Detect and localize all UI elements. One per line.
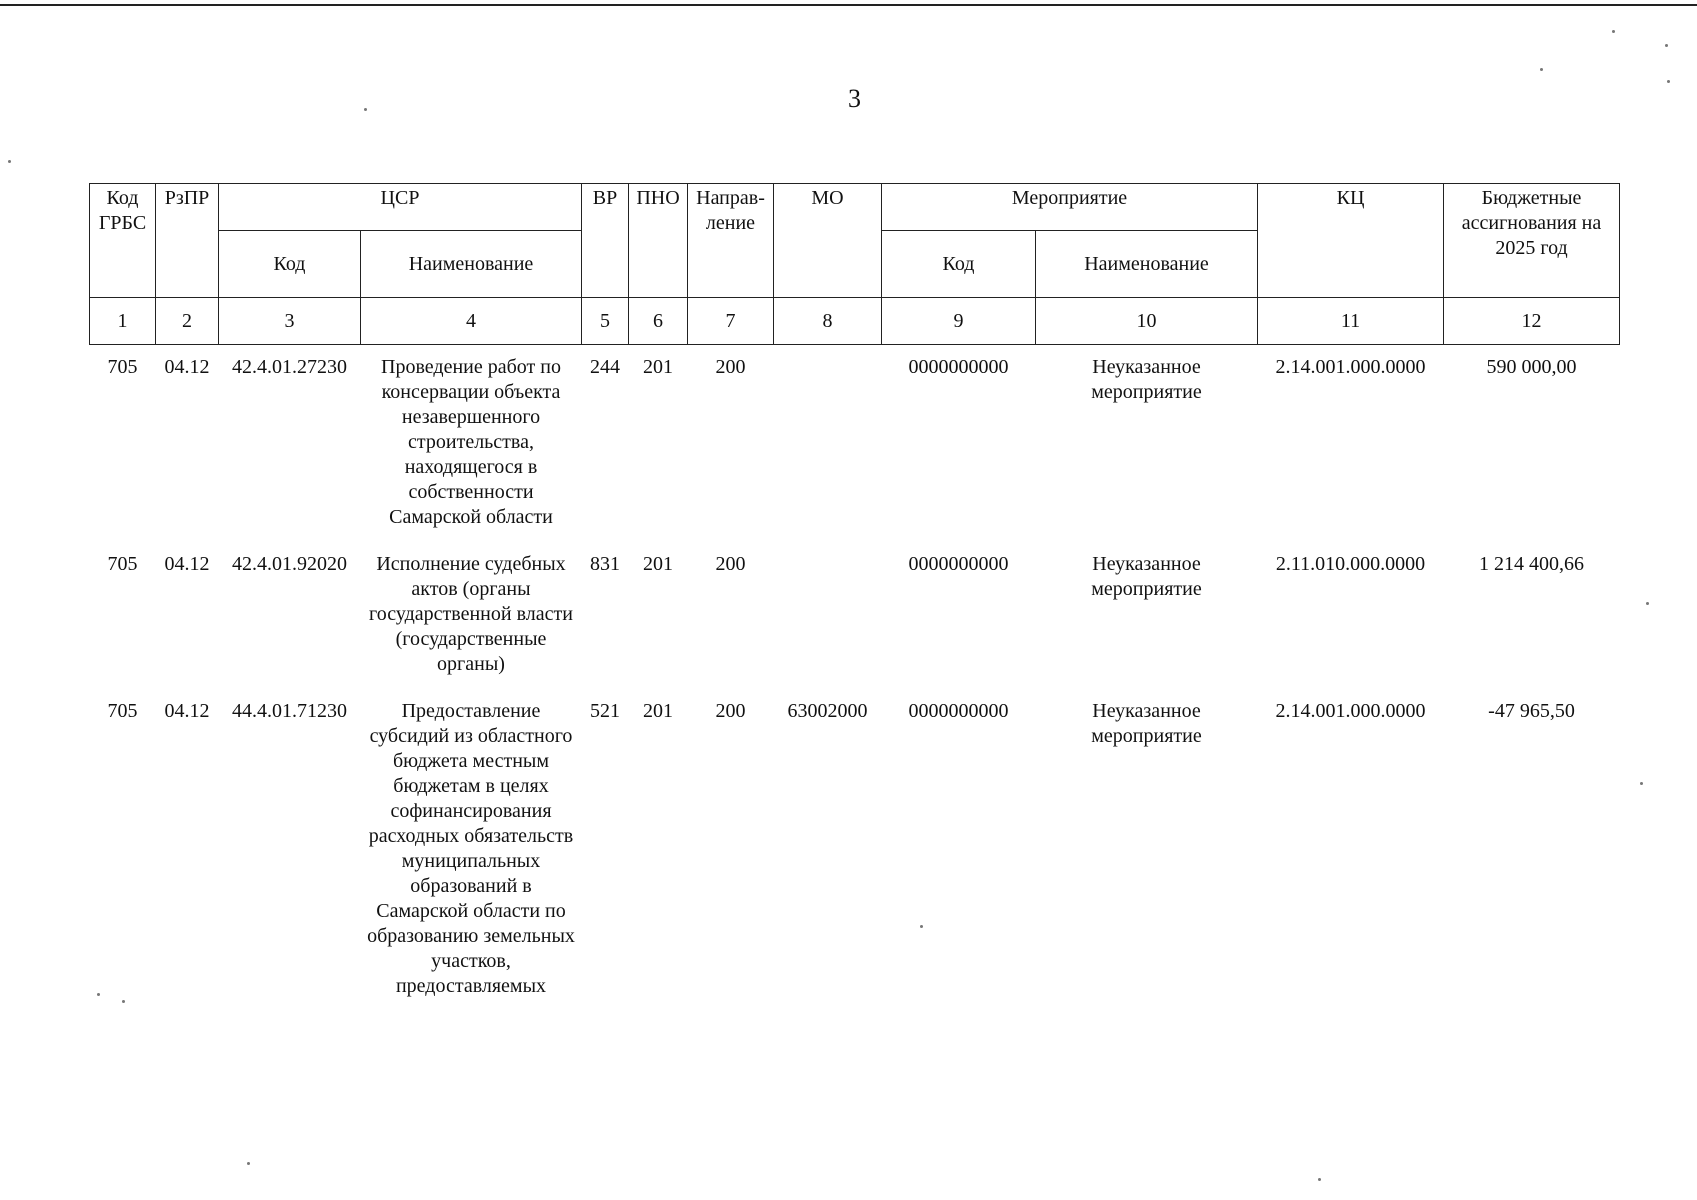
cell-csr-name: Проведение работ по консервации объекта незавершенного строительства, находящегося в собственности Самарской области [381, 356, 561, 528]
cell-mo: 63002000 [787, 700, 868, 722]
column-number: 2 [156, 298, 219, 345]
column-number: 9 [882, 298, 1036, 345]
scan-speck [247, 1162, 250, 1165]
cell-mer-code: 0000000000 [908, 553, 1009, 575]
header-mer-kod: Код [882, 231, 1036, 298]
cell-napravlenie: 200 [715, 700, 746, 722]
cell-csr-code: 42.4.01.27230 [232, 356, 347, 378]
scan-speck [1646, 602, 1649, 605]
cell-grbs: 705 [107, 553, 138, 575]
header-csr: ЦСР [219, 184, 582, 231]
header-mo: МО [774, 184, 882, 298]
cell-mer-name: Неуказанное мероприятие [1091, 356, 1202, 403]
cell-rzpr: 04.12 [164, 356, 210, 378]
header-csr-name: Наименование [361, 231, 582, 298]
scan-speck [97, 993, 100, 996]
header-budget: Бюджетные ассигнования на 2025 год [1444, 184, 1620, 298]
column-number: 7 [688, 298, 774, 345]
cell-pno: 201 [643, 356, 673, 378]
column-number: 11 [1258, 298, 1444, 345]
scan-speck [1665, 44, 1668, 47]
scan-speck [1612, 30, 1615, 33]
scan-speck [8, 160, 11, 163]
column-number: 4 [361, 298, 582, 345]
cell-mer-code: 0000000000 [908, 700, 1009, 722]
column-number: 10 [1036, 298, 1258, 345]
header-csr-kod: Код [219, 231, 361, 298]
column-number: 3 [219, 298, 361, 345]
cell-mer-name: Неуказанное мероприятие [1091, 700, 1202, 747]
scan-speck [1667, 80, 1670, 83]
header-pno: ПНО [629, 184, 688, 298]
header-mer-name: Наименование [1036, 231, 1258, 298]
cell-csr-name: Исполнение судебных актов (органы государственной власти (государственные органы) [369, 553, 573, 675]
cell-csr-code: 44.4.01.71230 [232, 700, 347, 722]
header-vr: ВР [582, 184, 629, 298]
column-number: 1 [90, 298, 156, 345]
cell-rzpr: 04.12 [164, 553, 210, 575]
cell-kc: 2.14.001.000.0000 [1275, 356, 1426, 378]
cell-pno: 201 [643, 553, 673, 575]
column-number: 6 [629, 298, 688, 345]
cell-csr-name: Предоставление субсидий из областного бюджета местным бюджетам в целях софинансирования расходных обязательств муниципальных образований в Самарской области по образованию земельных участков, предоставляемых [367, 700, 575, 997]
cell-mo [774, 345, 882, 543]
scan-speck [1640, 782, 1643, 785]
page-number: 3 [848, 84, 861, 113]
header-rzpr: РзПР [156, 184, 219, 298]
cell-pno: 201 [643, 700, 673, 722]
cell-kc: 2.14.001.000.0000 [1275, 700, 1426, 722]
header-napravlenie: Направ-ление [688, 184, 774, 298]
top-rule [0, 4, 1697, 6]
cell-amount: 590 000,00 [1486, 356, 1577, 378]
cell-napravlenie: 200 [715, 356, 746, 378]
header-kod-grbs: Код ГРБС [90, 184, 156, 298]
column-number: 8 [774, 298, 882, 345]
budget-table [89, 183, 1620, 1011]
scan-speck [364, 108, 367, 111]
cell-rzpr: 04.12 [164, 700, 210, 722]
cell-grbs: 705 [107, 700, 138, 722]
cell-kc: 2.11.010.000.0000 [1275, 553, 1426, 575]
cell-mo [774, 542, 882, 689]
scan-speck [122, 1000, 125, 1003]
header-meropriyatie: Мероприятие [882, 184, 1258, 231]
cell-napravlenie: 200 [715, 553, 746, 575]
scan-speck [920, 925, 923, 928]
table-row [90, 345, 1620, 543]
cell-vr: 244 [590, 356, 620, 378]
column-number: 12 [1444, 298, 1620, 345]
table-row [90, 689, 1620, 1011]
cell-vr: 831 [590, 553, 620, 575]
scan-speck [1540, 68, 1543, 71]
column-number-row [90, 298, 1620, 345]
cell-mer-code: 0000000000 [908, 356, 1009, 378]
cell-grbs: 705 [107, 356, 138, 378]
cell-vr: 521 [590, 700, 620, 722]
header-kc: КЦ [1258, 184, 1444, 298]
cell-amount: 1 214 400,66 [1479, 553, 1585, 575]
column-number: 5 [582, 298, 629, 345]
table-row [90, 542, 1620, 689]
cell-csr-code: 42.4.01.92020 [232, 553, 347, 575]
header-row-1 [90, 184, 1620, 231]
cell-amount: -47 965,50 [1488, 700, 1575, 722]
cell-mer-name: Неуказанное мероприятие [1091, 553, 1202, 600]
scan-speck [1318, 1178, 1321, 1181]
